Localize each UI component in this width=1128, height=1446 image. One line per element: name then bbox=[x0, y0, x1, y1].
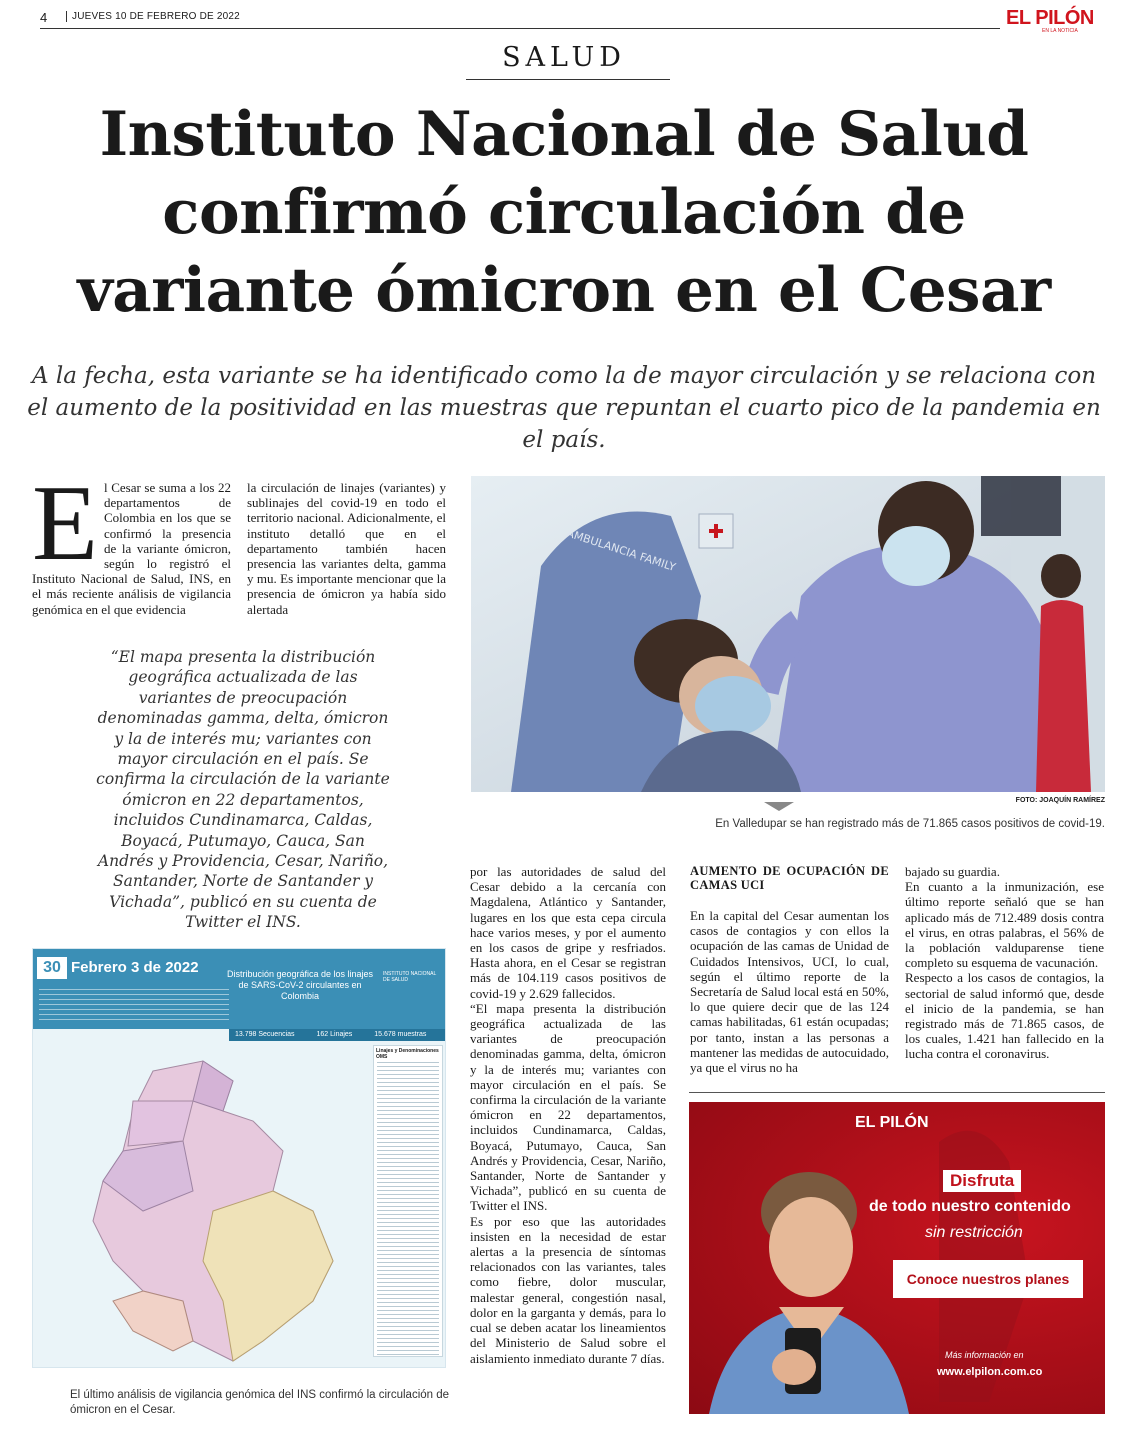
colombia-map bbox=[33, 1041, 373, 1368]
ad-url-link[interactable]: www.elpilon.com.co bbox=[937, 1366, 1043, 1378]
ad-plans-button[interactable]: Conoce nuestros planes bbox=[893, 1260, 1083, 1298]
ambulance-label: AMBULANCIA FAMILY bbox=[565, 526, 678, 574]
article-col3-p1: por las autoridades de salud del Cesar debido a la cercanía con Magdalena, Atlántico y Santander, lugares en los que esta cepa circula hace varios meses, y por el aumento en los casos de gripe y resfriados. Hasta ahora, en el Cesar se registran más de 104.119 casos positivos de covid-19 y 2.629 fallecidos. bbox=[470, 864, 666, 1001]
article-col3-p3: Es por eso que las autoridades insisten en la necesidad de estar alertas a la presencia de síntomas relacionados con las variantes, tales como fiebre, dolor muscular, malestar general, congestión nasal, dolor en la garganta y demás, para lo cual se deben acatar los lineamientos del Ministerio de Salud sobre el aislamiento inmediato durante 7 días. bbox=[470, 1213, 666, 1366]
genomic-map-infographic bbox=[32, 948, 446, 1368]
map-caption: El último análisis de vigilancia genómica del INS confirmó la circulación de ómicron en el Cesar. bbox=[70, 1389, 450, 1416]
lineage-table bbox=[373, 1045, 443, 1357]
article-col5-p1: bajado su guardia. bbox=[905, 864, 1000, 879]
headline bbox=[20, 96, 1108, 330]
map-date: Febrero 3 de 2022 bbox=[71, 959, 199, 976]
article-col4-text: En la capital del Cesar aumentan los casos de contagios y con ellos la ocupación de las camas de Unidad de Cuidados Intensivos, UCI, lo cual, según el último reporte de la Secretaría de Salud local está en 50%, lo que quiere decir que de las 124 camas habilitadas, 61 están ocupadas; por tanto, instan a las personas a mantener las medidas de autocuidado, ya que el virus no ha bbox=[690, 908, 889, 1076]
article-column-3 bbox=[470, 864, 666, 1366]
header-rule bbox=[40, 28, 1000, 29]
article-column-4 bbox=[690, 864, 889, 1075]
section-rule bbox=[466, 79, 670, 80]
map-intro-text bbox=[39, 989, 229, 1021]
headline-line-3: variante ómicron en el Cesar bbox=[77, 255, 1051, 326]
dropcap: E bbox=[32, 464, 98, 583]
masthead-logo[interactable]: EL PILÓN bbox=[1006, 7, 1094, 29]
photo-illustration bbox=[471, 476, 1105, 792]
map-header bbox=[33, 949, 446, 1029]
ad-illustration bbox=[689, 1102, 1105, 1414]
page-number: 4 bbox=[40, 10, 48, 25]
lineage-table-title: Linajes y Denominaciones OMS bbox=[376, 1048, 439, 1060]
ad-more-info: Más información en bbox=[945, 1350, 1024, 1360]
section-label: SALUD bbox=[502, 42, 626, 73]
map-stat-lineages: 162 Linajes bbox=[316, 1031, 353, 1038]
article-col5-p2: En cuanto a la inmunización, ese último reporte señaló que se han aplicado más de 712.489 dosis contra el virus, en otras palabras, el 56% de la población valduparense tiene completo su esquema de vacunación. bbox=[905, 879, 1104, 971]
subheading-uci: AUMENTO DE OCUPACIÓN DE CAMAS UCI bbox=[690, 864, 889, 892]
headline-line-2: confirmó circulación de bbox=[162, 177, 966, 248]
article-photo bbox=[471, 476, 1105, 792]
article-col3-p2: “El mapa presenta la distribución geográfica actualizada de las variantes de preocupación denominadas gamma, delta, ómicron y la de interés mu; variantes con mayor circulación en el país. Se confirma la circulación de la variante ómicron en 22 departamentos, incluidos Cundinamarca, Caldas, Boyacá, Putumayo, Cauca, San Andrés y Providencia, Cesar, Nariño, Santander, Norte de Santander y Vichada”, publicó en su cuenta de Twitter el INS. bbox=[470, 1000, 666, 1214]
map-bulletin-number: 30 bbox=[37, 957, 67, 979]
lineage-table-rows bbox=[377, 1062, 439, 1358]
ad-separator bbox=[689, 1092, 1105, 1093]
caption-arrow bbox=[764, 802, 794, 811]
map-stat-sequences: 13.798 Secuencias bbox=[235, 1031, 295, 1038]
ad-headline-unrestricted: sin restricción bbox=[925, 1224, 1023, 1241]
photo-caption: En Valledupar se han registrado más de 71.865 casos positivos de covid-19. bbox=[715, 818, 1105, 830]
pull-quote: “El mapa presenta la distribución geográfica actualizada de las variantes de preocupación denominadas gamma, delta, ómicron y la de interés mu; variantes con mayor circulación en el país. Se confirma la circulación de la variante ómicron en 22 departamentos, incluidos Cundinamarca, Caldas, Boyacá, Putumayo, Cauca, San Andrés y Providencia, Cesar, Nariño, Santander, Norte de Santander y Vichada”, publicó en su cuenta de Twitter el INS. bbox=[96, 648, 390, 932]
map-institute: INSTITUTO NACIONAL DE SALUD bbox=[383, 971, 437, 983]
article-column-2 bbox=[247, 480, 446, 617]
photo-credit: FOTO: JOAQUÍN RAMÍREZ bbox=[1015, 797, 1105, 804]
masthead-tagline: EN LA NOTICIA bbox=[1042, 28, 1078, 34]
article-col1-text: l Cesar se suma a los 22 departamentos de Colombia en los que se confirmó la presencia de la variante ómicron, según lo registró el Instituto Nacional de Salud, INS, en el más reciente análisis de vigilancia genómica en el que evidencia bbox=[32, 480, 231, 617]
ad-headline-content: de todo nuestro contenido bbox=[869, 1198, 1071, 1215]
article-col2-text: la circulación de linajes (variantes) y sublinajes del covid-19 en todo el territorio nacional. Adicionalmente, el instituto detalló que en el departamento también hacen presencia las variantes delta, gamma y mu. Es importante mencionar que la presencia de ómicron ya había sido alertada bbox=[247, 480, 446, 617]
article-col5-p3: Respecto a los casos de contagios, la sectorial de salud informó que, desde el inicio de la pandemia, se han registrado más de 71.865 casos, de los cuales, 1.421 han fallecido en la lucha contra el coronavirus. bbox=[905, 970, 1104, 1062]
map-title: Distribución geográfica de los linajes de SARS-CoV-2 circulantes en Colombia bbox=[226, 969, 374, 1001]
article-column-5 bbox=[905, 864, 1104, 1062]
issue-date: JUEVES 10 DE FEBRERO DE 2022 bbox=[66, 11, 240, 22]
article-column-1 bbox=[32, 464, 231, 617]
map-stats-bar bbox=[229, 1029, 446, 1041]
map-stat-samples: 15.678 muestras bbox=[374, 1031, 427, 1038]
headline-line-1: Instituto Nacional de Salud bbox=[99, 99, 1029, 170]
deck: A la fecha, esta variante se ha identificado como la de mayor circulación y se relaciona con el aumento de la positividad en las muestras que repuntan el cuarto pico de la pandemia en el país. bbox=[27, 363, 1101, 453]
ad-logo: EL PILÓN bbox=[855, 1114, 929, 1131]
ad-headline-enjoy: Disfruta bbox=[943, 1170, 1021, 1192]
subscription-ad[interactable] bbox=[689, 1102, 1105, 1414]
